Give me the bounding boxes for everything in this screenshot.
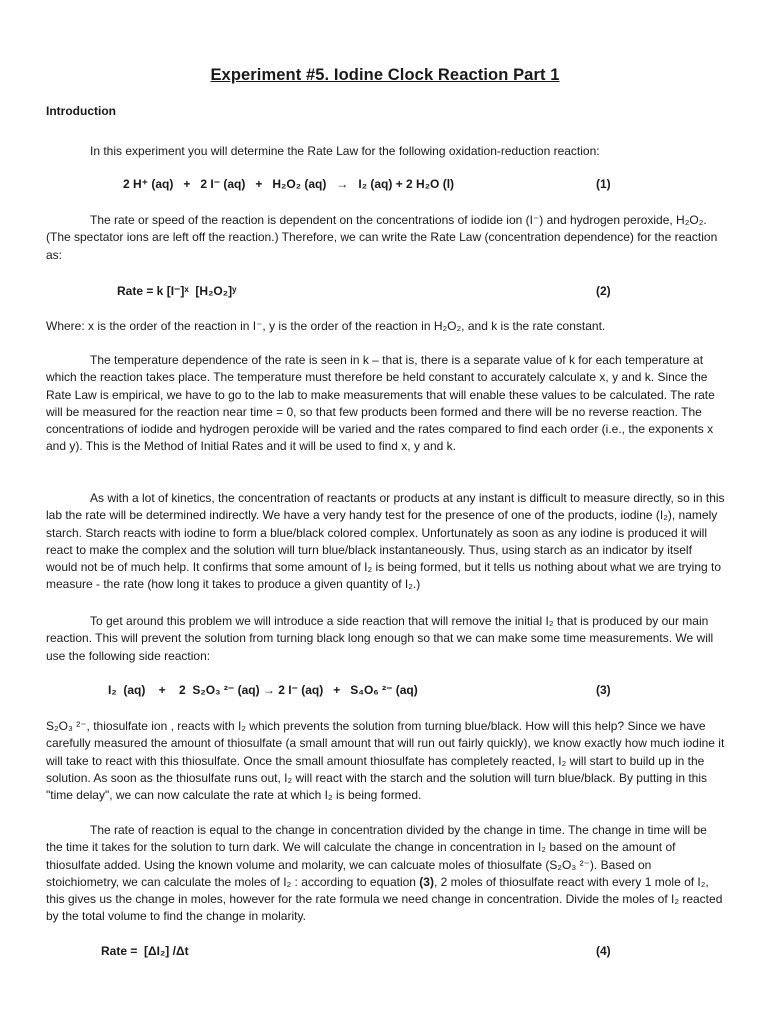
section-heading-introduction: Introduction: [46, 104, 116, 118]
equation-3: I₂ (aq) + 2 S₂O₃ ²⁻ (aq) → 2 I⁻ (aq) + S₄O₆ ²⁻ (aq): [108, 683, 418, 697]
equation-4: Rate = [ΔI₂] /Δt: [101, 944, 189, 958]
equation-3-reference: (3): [419, 874, 434, 889]
equation-1: 2 H⁺ (aq) + 2 I⁻ (aq) + H₂O₂ (aq) → I₂ (aq) + 2 H₂O (l): [123, 177, 455, 191]
paragraph-8: [46, 822, 726, 926]
paragraph-4: The temperature dependence of the rate is seen in k – that is, there is a separate value of k for each temperature at which the reaction takes place. The temperature must therefore be held constant to accurately calculate x, y and k. Since the Rate Law is empirical, we have to go to the lab to make measurements that will enable these values to be calculated. The rate will be measured for the reaction near time = 0, so that few products been formed and there will be no reverse reaction. The concentrations of iodide and hydrogen peroxide will be varied and the rates compared to find each order (i.e., the exponents x and y). This is the Method of Initial Rates and it will be used to find x, y and k.: [46, 353, 715, 454]
paragraph-7: S₂O₃ ²⁻, thiosulfate ion , reacts with I₂ which prevents the solution from turning blue/black. How will this help? Since we have carefully measured the amount of thiosulfate (a small amount that will run out fairly quickly), we know exactly how much iodine it will take to react with this thiosulfate. Once the small amount thiosulfate has completely reacted, I₂ will start to build up in the solution. As soon as the thiosulfate runs out, I₂ will react with the starch and the solution will turn blue/black. By putting in this "time delay", we can now calculate the rate at which I₂ is being formed.: [46, 719, 725, 803]
paragraph-8-text-a: The rate of reaction is equal to the change in concentration divided by the change in time. The change in time will be the time it takes for the solution to turn dark. We will calculate the change in concentration in I₂ based on the amount of thiosulfate added. Using the known volume and molarity, we can calcuate moles of thiosulfate (S₂O₃ ²⁻). Based on stoichiometry, we can calculate the moles of I₂ : according to equation: [46, 823, 707, 889]
paragraph-1: In this experiment you will determine the Rate Law for the following oxidation-reduction reaction:: [90, 144, 600, 158]
paragraph-5: As with a lot of kinetics, the concentration of reactants or products at any instant is difficult to measure directly, so in this lab the rate will be determined indirectly. We have a very handy test for the presence of one of the products, iodine (I₂), namely starch. Starch reacts with iodine to form a blue/black colored complex. Unfortunately as soon as any iodine is produced it will react to make the complex and the solution will turn blue/black instantaneously. Thus, using starch as an indicator by itself would not be of much help. It confirms that some amount of I₂ is being formed, but it tells us nothing about what we are trying to measure - the rate (how long it takes to produce a given quantity of I₂.): [46, 491, 725, 592]
equation-1-number: (1): [596, 177, 611, 191]
paragraph-8-text-b: , 2 moles of thiosulfate react with every 1 mole of I₂, this gives us the change in moles, however for the rate formula we need change in concentration. Divide the moles of I₂ reacted by the total volume to find the change in molarity.: [46, 874, 723, 924]
paragraph-3: Where: x is the order of the reaction in I⁻, y is the order of the reaction in H₂O₂, and k is the rate constant.: [46, 319, 606, 333]
paragraph-6: To get around this problem we will introduce a side reaction that will remove the initial I₂ that is produced by our main reaction. This will prevent the solution from turning black long enough so that we can make some time measurements. We will use the following side reaction:: [46, 614, 714, 663]
paragraph-2: The rate or speed of the reaction is dependent on the concentrations of iodide ion (I⁻) and hydrogen peroxide, H₂O₂. (The spectator ions are left off the reaction.) Therefore, we can write the Rate Law (concentration dependence) for the reaction as:: [46, 213, 718, 262]
page-title: Experiment #5. Iodine Clock Reaction Part 1: [210, 66, 560, 84]
equation-3-number: (3): [596, 683, 611, 697]
equation-4-number: (4): [596, 944, 611, 958]
equation-2-number: (2): [596, 284, 611, 298]
equation-2: Rate = k [I⁻]ˣ [H₂O₂]ʸ: [117, 284, 237, 298]
